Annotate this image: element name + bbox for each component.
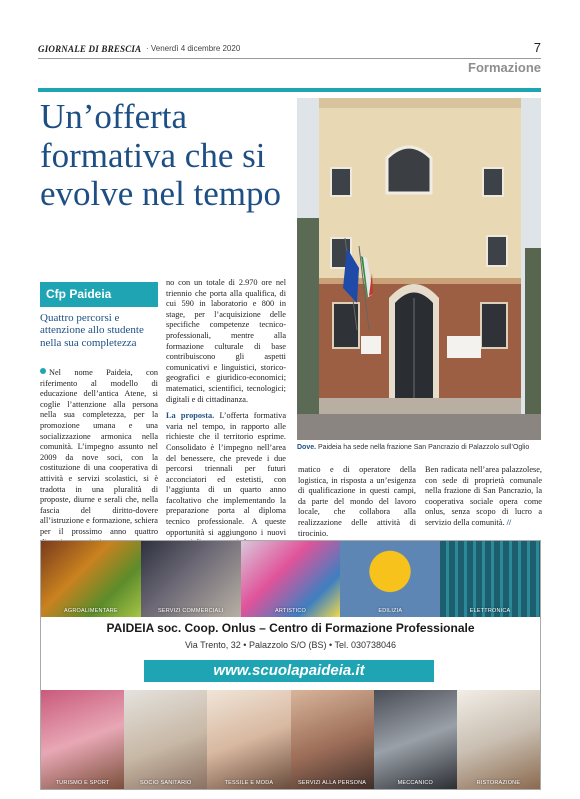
column-2-lead: La proposta. <box>166 411 215 421</box>
column-2-text-b: L’offerta formativa varia nel tempo, in rapporto alle richieste che il territorio esprime. Consolidato è l’impegno nell’area del benessere, che prevede i due percorsi triennali per futuri acconciatori ed estetisti, con l’aggiunta di un quarto anno facoltativo che implementando la preparazione porta al diploma tecnico professionale. A queste opportunità si aggiungono i nuovi <box>166 411 286 537</box>
header-divider <box>38 58 541 59</box>
ad-tile <box>141 541 241 617</box>
caption-lead: Dove. <box>297 444 317 451</box>
ad-tile <box>124 690 207 789</box>
ad-tile <box>340 541 440 617</box>
ad-tile <box>241 541 341 617</box>
ad-tile <box>440 541 540 617</box>
bullet-icon <box>40 368 46 374</box>
ad-tile-label: MECCANICO <box>397 780 433 786</box>
ad-bottom-strip <box>41 690 540 789</box>
ad-website-link[interactable]: www.scuolapaideia.it <box>144 660 434 682</box>
page-number: 7 <box>533 40 541 55</box>
section-title: Formazione <box>468 60 541 75</box>
building-illustration <box>297 98 541 440</box>
photo-caption <box>297 444 541 451</box>
ad-tile-label: AGROALIMENTARE <box>64 608 118 614</box>
page-header <box>38 40 541 58</box>
ad-tile-label: TESSILE E MODA <box>224 780 274 786</box>
article-tag: Cfp Paideia <box>40 282 158 307</box>
issue-date: · Venerdì 4 dicembre 2020 <box>146 44 241 53</box>
column-4-text: Ben radicata nell’area palazzolese, con sede di proprietà comunale nella frazione di San Pancrazio, la cooperativa sociale opera come onlus, senza scopo di lucro a servizio della comunità. <box>425 465 542 527</box>
building-photo <box>297 98 541 440</box>
ad-tile <box>207 690 290 789</box>
article-end-mark: // <box>506 517 512 527</box>
section-accent-bar <box>38 88 541 92</box>
ad-tile-label: ARTISTICO <box>274 608 307 614</box>
newspaper-name: GIORNALE DI BRESCIA <box>38 44 142 54</box>
ad-tile-label: RISTORAZIONE <box>476 780 521 786</box>
caption-text: Paideia ha sede nella frazione San Pancrazio di Palazzolo sull’Oglio <box>316 444 530 451</box>
ad-tile-label: SERVIZI ALLA PERSONA <box>298 780 367 786</box>
article-column-3 <box>298 465 416 539</box>
ad-tile-label: EDILIZIA <box>378 608 403 614</box>
article-column-2 <box>166 278 286 549</box>
column-3-text: matico e di operatore della logistica, in risposta a un’esigenza di qualificazione in questi campi, da parte del mondo del lavoro locale, che collabora alla realizzazione delle attività di tirocinio. <box>298 465 416 538</box>
ad-tile <box>41 690 124 789</box>
ad-address: Via Trento, 32 • Palazzolo S/O (BS) • Tel. 030738046 <box>184 640 397 650</box>
ad-tile <box>291 690 374 789</box>
ad-tile-label: ELETTRONICA <box>469 608 511 614</box>
column-1-text: Nel nome Paideia, con riferimento al modello di educazione dell’antica Atene, si coglie l’attenzione alla persona nella sua completezza, per la promozione umana e una socializzazione armonica nella comunità. L’impegno assunto nel 2009 da nove soci, con la costituzione di una cooperativa di attività e servizi scolastici, si è tradotta in una pluralità di proposte, diurne e serali che, nella fascia del diritto-dovere all’istruzione e formazione, schiera per il prossimo anno quattro <box>40 368 158 536</box>
article-subhead: Quattro percorsi e attenzione allo studente nella sua completezza <box>40 312 144 349</box>
column-2-paragraph <box>166 411 286 549</box>
ad-tile-label: SERVIZI COMMERCIALI <box>157 608 224 614</box>
ad-tile <box>41 541 141 617</box>
ad-tile-label: SOCIO SANITARIO <box>140 780 192 786</box>
advertisement <box>40 540 541 790</box>
ad-company-name: PAIDEIA soc. Coop. Onlus – Centro di Formazione Professionale <box>106 621 475 635</box>
ad-tile <box>457 690 540 789</box>
column-2-text-a: no con un totale di 2.970 ore nel triennio che porta alla qualifica, di cui 590 in laboratorio e 800 in stage, per l’acquisizione delle specifiche competenze tecnico-professionali, mentre alla formazione culturale di base contribuiscono gli aspetti comunicativi e linguistici, storico-geografici e giuridico-economici; matematici, scientifici, tecnologici; digitali e di cittadinanza. <box>166 278 286 404</box>
ad-top-strip <box>41 541 540 617</box>
article-headline: Un’offerta formativa che si evolve nel tempo <box>40 97 282 213</box>
ad-tile <box>374 690 457 789</box>
ad-tile-label: TURISMO E SPORT <box>55 780 110 786</box>
article-column-4 <box>425 465 542 529</box>
article-column-1 <box>40 368 158 548</box>
